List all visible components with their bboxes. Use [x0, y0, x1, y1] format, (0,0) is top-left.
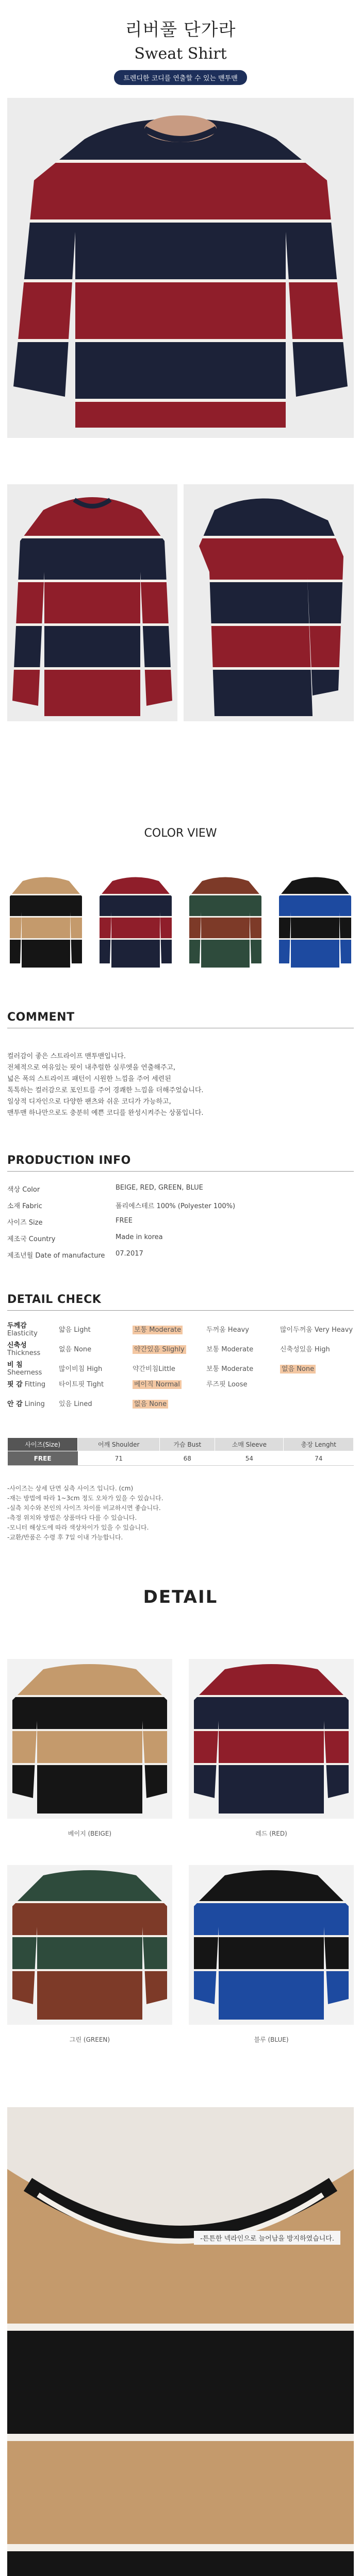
dc-option-selected: 보통 Moderate [133, 1326, 183, 1334]
note-line: -실측 치수와 본인의 사이즈 차이를 비교하시면 좋습니다. [7, 1504, 161, 1512]
swatch-green [187, 871, 264, 969]
dc-option: 얇음 Light [59, 1326, 91, 1334]
size-cell: 54 [215, 1451, 284, 1466]
note-line: -재는 방법에 따라 1~3cm 정도 오차가 있을 수 있습니다. [7, 1495, 163, 1502]
detail-photo-beige [7, 1659, 172, 1819]
dc-option: 두꺼움 Heavy [206, 1326, 249, 1334]
dc-option-selected: 약간있음 Slighly [133, 1345, 186, 1354]
caption-red: 레드 (RED) [255, 1830, 287, 1837]
green-flat-sweater [7, 1865, 172, 2025]
info-row [7, 1184, 354, 1194]
product-title-kr: 리버풀 단가라 [125, 20, 236, 40]
dc-option: 많이두꺼움 Very Heavy [280, 1326, 353, 1334]
detail-check-row [7, 1340, 354, 1357]
size-header-cell: 가슴 Bust [160, 1438, 215, 1451]
note-line: -모니터 해상도에 따라 색상차이가 있을 수 있습니다. [7, 1524, 149, 1531]
divider [7, 1310, 354, 1311]
red-flat-sweater [189, 1659, 354, 1819]
detail-check-title: DETAIL CHECK [7, 1293, 102, 1306]
info-value: 07.2017 [116, 1250, 143, 1258]
dc-option: 타이트핏 Tight [59, 1381, 104, 1388]
divider [7, 1171, 354, 1172]
size-header-cell: 어깨 Shoulder [78, 1438, 160, 1451]
product-title-en: Sweat Shirt [134, 45, 227, 63]
dc-option: 보통 Moderate [206, 1365, 254, 1373]
detail-check-row [7, 1359, 354, 1377]
info-value: Made in korea [116, 1233, 163, 1241]
side-sweater-illustration [184, 484, 354, 721]
info-key: 제조국 Country [7, 1235, 56, 1243]
collar-closeup-illustration [7, 2107, 354, 2576]
dc-option-selected: 없음 None [280, 1365, 316, 1374]
detail-photo-green [7, 1865, 172, 2025]
color-view-title: COLOR VIEW [144, 827, 217, 840]
info-key: 소재 Fabric [7, 1202, 42, 1210]
swatch-beige [7, 871, 85, 969]
detail-check-row [7, 1379, 354, 1388]
comment-line: 전체적으로 여유있는 핏이 내추럴한 실루엣을 연출해주고, [7, 1064, 176, 1072]
detail-title: DETAIL [143, 1587, 218, 1607]
detail-check-row [7, 1320, 354, 1337]
closeup-caption: -튼튼한 넥라인으로 늘어남을 방지하였습니다. [194, 2231, 340, 2245]
comment-line: 컬러감이 좋은 스트라이프 맨투맨입니다. [7, 1053, 126, 1060]
note-line: -교환/반품은 수령 후 7일 이내 가능합니다. [7, 1534, 123, 1541]
info-row [7, 1200, 354, 1210]
info-key: 사이즈 Size [7, 1219, 43, 1227]
swatch-red [97, 871, 174, 969]
comment-line: 맨투맨 하나만으로도 충분히 예쁜 코디를 완성시켜주는 상품입니다. [7, 1109, 204, 1117]
blue-flat-sweater [189, 1865, 354, 2025]
size-header-cell: 사이즈(Size) [8, 1438, 78, 1451]
dc-label-kr: 두께감 [7, 1322, 27, 1330]
size-cell: 71 [78, 1451, 160, 1466]
comment-line: 톡톡하는 컬러감으로 포인트를 주어 경쾌한 느낌을 더해주었습니다. [7, 1087, 204, 1094]
detail-photo-red [189, 1659, 354, 1819]
size-header-cell: 소매 Sleeve [215, 1438, 284, 1451]
side-view-photo [184, 484, 354, 721]
comment-line: 일상적 디자인으로 다양한 팬츠와 쉬운 코디가 가능하고, [7, 1098, 171, 1106]
dc-label-kr: 비 침 [7, 1361, 23, 1369]
beige-flat-sweater [7, 1659, 172, 1819]
dc-label-en: Elasticity [7, 1330, 38, 1337]
info-row [7, 1233, 354, 1243]
dc-option-selected: 베이직 Normal [133, 1380, 182, 1389]
size-cell: 68 [160, 1451, 215, 1466]
comment-title: COMMENT [7, 1011, 75, 1024]
caption-green: 그린 (GREEN) [69, 2036, 110, 2043]
dc-option: 없음 None [59, 1345, 92, 1353]
dc-option: 신축성있음 High [280, 1345, 330, 1353]
size-notes [7, 1484, 354, 1543]
comment-line: 넓은 폭의 스트라이프 패턴이 시원한 느낌을 주어 세련된 [7, 1075, 171, 1083]
info-value: BEIGE, RED, GREEN, BLUE [116, 1184, 203, 1192]
note-line: -사이즈는 상세 단면 실측 사이즈 입니다. (cm) [7, 1485, 134, 1492]
front-view-photo [7, 484, 177, 721]
beige-sweater-icon [7, 871, 85, 969]
size-cell: FREE [8, 1451, 78, 1466]
dc-option-selected: 없음 None [133, 1400, 168, 1409]
dc-option: 보통 Moderate [206, 1345, 254, 1353]
dc-label-kr: 핏 감 [7, 1381, 23, 1388]
dc-label-kr: 안 감 [7, 1400, 23, 1408]
red-sweater-icon [97, 871, 174, 969]
collar-closeup-photo [7, 2107, 354, 2576]
comment-body [7, 1051, 353, 1119]
caption-blue: 블루 (BLUE) [254, 2036, 289, 2043]
production-info-title: PRODUCTION INFO [7, 1154, 131, 1167]
size-table [7, 1437, 354, 1466]
info-row [7, 1250, 354, 1260]
dc-option: 약간비침Little [133, 1365, 175, 1373]
info-value: 폴리에스테르 100% (Polyester 100%) [116, 1202, 236, 1210]
green-sweater-icon [187, 871, 264, 969]
note-line: -측정 위치와 방법은 상품마다 다를 수 있습니다. [7, 1514, 137, 1521]
size-cell: 74 [284, 1451, 354, 1466]
size-table-row [8, 1451, 354, 1466]
blue-sweater-icon [276, 871, 354, 969]
dc-label-en: Thickness [7, 1349, 41, 1357]
swatch-blue [276, 871, 354, 969]
main-model-photo [7, 98, 354, 438]
caption-beige: 베이지 (BEIGE) [68, 1830, 112, 1837]
main-sweater-illustration [7, 98, 354, 438]
dc-label-en: Fitting [24, 1381, 46, 1388]
dc-option: 루즈핏 Loose [206, 1381, 248, 1388]
dc-label-kr: 신축성 [7, 1342, 27, 1349]
info-key: 제조년월 Date of manufacture [7, 1252, 105, 1260]
detail-photo-blue [189, 1865, 354, 2025]
size-table-header [8, 1438, 354, 1451]
info-value: FREE [116, 1217, 133, 1225]
dc-option: 있음 Lined [59, 1400, 92, 1408]
info-row [7, 1217, 354, 1227]
detail-check-row [7, 1398, 354, 1408]
dc-label-en: Sheerness [7, 1369, 42, 1377]
dc-label-en: Lining [24, 1400, 45, 1408]
info-key: 색상 Color [7, 1186, 40, 1194]
tagline-badge: 트렌디한 코디를 연출할 수 있는 맨투맨 [114, 70, 247, 85]
size-header-cell: 총장 Lenght [284, 1438, 354, 1451]
front-sweater-illustration [7, 484, 177, 721]
dc-option: 많이비침 High [59, 1365, 103, 1373]
product-header [0, 15, 361, 85]
